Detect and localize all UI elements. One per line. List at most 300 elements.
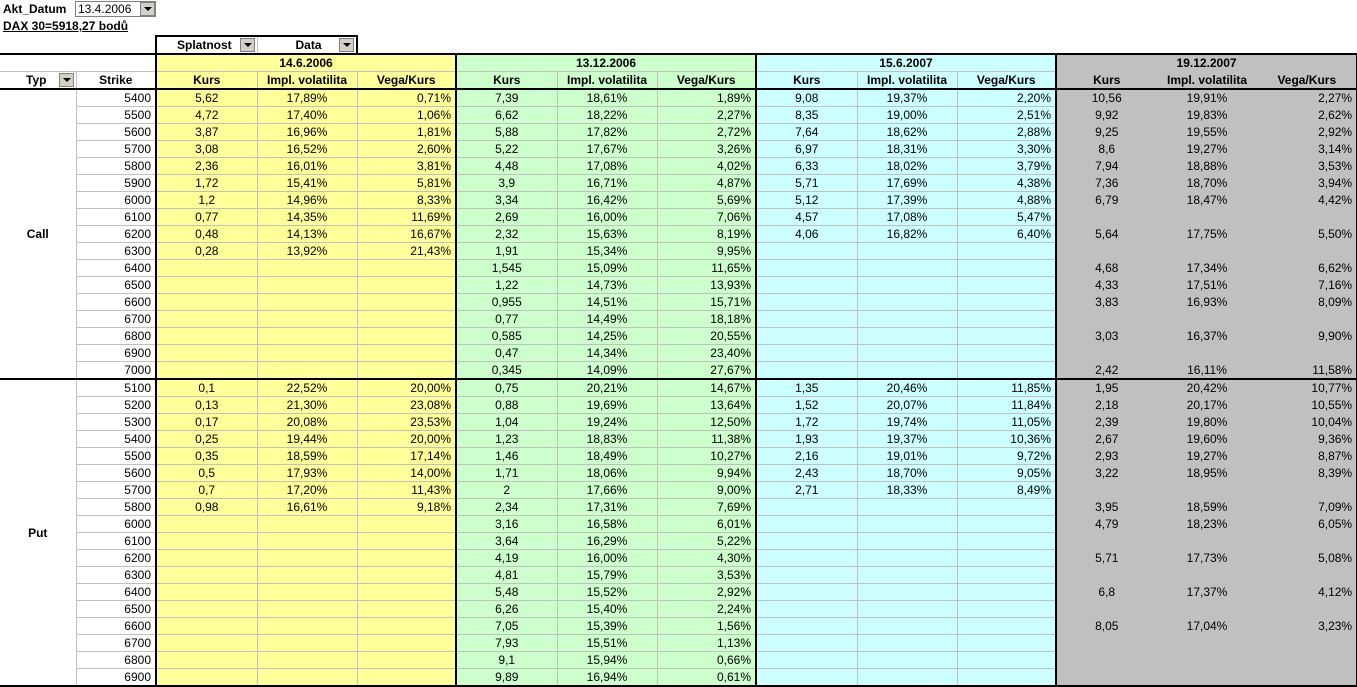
value-cell: 6,05%	[1257, 516, 1357, 533]
value-cell	[156, 601, 257, 618]
table-row	[0, 414, 1357, 431]
strike-cell: 5600	[76, 465, 156, 482]
value-cell: 16,00%	[557, 209, 657, 226]
value-cell: 1,22	[456, 277, 557, 294]
value-cell: 4,06	[756, 226, 857, 243]
value-cell: 9,1	[456, 652, 557, 669]
value-cell: 0,77	[156, 209, 257, 226]
strike-cell: 6700	[76, 635, 156, 652]
chevron-down-icon[interactable]	[240, 38, 255, 52]
value-cell	[156, 277, 257, 294]
value-cell: 13,93%	[657, 277, 756, 294]
value-cell: 17,04%	[1157, 618, 1257, 635]
value-cell: 4,30%	[657, 550, 756, 567]
value-cell: 17,39%	[857, 192, 957, 209]
value-cell	[257, 362, 357, 380]
value-cell: 19,74%	[857, 414, 957, 431]
table-row	[0, 482, 1357, 499]
strike-cell: 6300	[76, 567, 156, 584]
value-cell: 17,08%	[857, 209, 957, 226]
value-cell	[756, 260, 857, 277]
value-cell: 2,32	[456, 226, 557, 243]
strike-cell: 6400	[76, 260, 156, 277]
measure-header: Kurs	[456, 72, 557, 90]
value-cell: 0,13	[156, 397, 257, 414]
value-cell: 11,65%	[657, 260, 756, 277]
value-cell	[156, 635, 257, 652]
value-cell: 20,21%	[557, 379, 657, 397]
table-row	[0, 328, 1357, 345]
value-cell: 0,75	[456, 379, 557, 397]
value-cell: 16,00%	[557, 550, 657, 567]
value-cell: 4,79	[1056, 516, 1157, 533]
value-cell: 2,36	[156, 158, 257, 175]
strike-cell: 6700	[76, 311, 156, 328]
value-cell: 9,00%	[657, 482, 756, 499]
row-field-typ[interactable]	[0, 72, 76, 90]
value-cell: 2,71	[756, 482, 857, 499]
value-cell: 20,42%	[1157, 379, 1257, 397]
value-cell	[156, 533, 257, 550]
measure-header: Impl. volatilita	[557, 72, 657, 90]
value-cell	[357, 567, 456, 584]
value-cell: 3,83	[1056, 294, 1157, 311]
col-field-data[interactable]	[257, 36, 357, 54]
value-cell: 3,26%	[657, 141, 756, 158]
value-cell: 19,60%	[1157, 431, 1257, 448]
value-cell	[756, 533, 857, 550]
value-cell	[1157, 601, 1257, 618]
value-cell: 19,27%	[1157, 448, 1257, 465]
value-cell: 2,27%	[1257, 89, 1357, 107]
value-cell: 9,25	[1056, 124, 1157, 141]
value-cell: 16,94%	[557, 669, 657, 687]
value-cell	[357, 294, 456, 311]
value-cell: 0,61%	[657, 669, 756, 687]
value-cell: 17,67%	[557, 141, 657, 158]
value-cell	[957, 311, 1056, 328]
value-cell: 3,16	[456, 516, 557, 533]
value-cell	[1257, 482, 1357, 499]
value-cell: 19,80%	[1157, 414, 1257, 431]
value-cell: 14,35%	[257, 209, 357, 226]
value-cell: 4,72	[156, 107, 257, 124]
strike-cell: 6900	[76, 669, 156, 687]
value-cell: 6,62	[456, 107, 557, 124]
value-cell: 1,23	[456, 431, 557, 448]
value-cell: 0,585	[456, 328, 557, 345]
value-cell: 16,01%	[257, 158, 357, 175]
value-cell: 27,67%	[657, 362, 756, 380]
value-cell: 0,98	[156, 499, 257, 516]
value-cell: 2	[456, 482, 557, 499]
value-cell: 4,42%	[1257, 192, 1357, 209]
value-cell: 19,00%	[857, 107, 957, 124]
value-cell	[957, 362, 1056, 380]
page-title: DAX 30=5918,27 bodů	[3, 19, 129, 33]
value-cell: 0,25	[156, 431, 257, 448]
value-cell	[756, 669, 857, 687]
col-field-splatnost[interactable]	[156, 36, 257, 54]
value-cell	[156, 362, 257, 380]
measure-header: Impl. volatilita	[1157, 72, 1257, 90]
table-row	[0, 158, 1357, 175]
value-cell	[957, 567, 1056, 584]
value-cell: 3,03	[1056, 328, 1157, 345]
value-cell	[1056, 601, 1157, 618]
value-cell: 2,18	[1056, 397, 1157, 414]
value-cell	[257, 533, 357, 550]
strike-cell: 6200	[76, 550, 156, 567]
value-cell: 5,88	[456, 124, 557, 141]
value-cell	[756, 294, 857, 311]
value-cell	[857, 499, 957, 516]
value-cell: 17,08%	[557, 158, 657, 175]
value-cell	[257, 550, 357, 567]
table-row	[0, 499, 1357, 516]
strike-cell: 6100	[76, 533, 156, 550]
type-cell: Call	[0, 89, 76, 379]
value-cell	[257, 584, 357, 601]
value-cell	[857, 550, 957, 567]
value-cell: 16,42%	[557, 192, 657, 209]
value-cell	[857, 584, 957, 601]
value-cell: 7,36	[1056, 175, 1157, 192]
value-cell	[756, 550, 857, 567]
value-cell: 9,18%	[357, 499, 456, 516]
value-cell: 8,05	[1056, 618, 1157, 635]
value-cell: 2,34	[456, 499, 557, 516]
value-cell: 17,40%	[257, 107, 357, 124]
strike-cell: 6500	[76, 277, 156, 294]
value-cell: 6,40%	[957, 226, 1056, 243]
value-cell	[156, 584, 257, 601]
value-cell	[957, 533, 1056, 550]
value-cell	[756, 601, 857, 618]
value-cell	[156, 328, 257, 345]
strike-cell: 5800	[76, 158, 156, 175]
value-cell: 4,19	[456, 550, 557, 567]
value-cell	[357, 533, 456, 550]
value-cell	[357, 362, 456, 380]
value-cell: 8,35	[756, 107, 857, 124]
value-cell: 0,48	[156, 226, 257, 243]
value-cell: 4,68	[1056, 260, 1157, 277]
value-cell: 16,93%	[1157, 294, 1257, 311]
value-cell: 6,97	[756, 141, 857, 158]
value-cell: 9,90%	[1257, 328, 1357, 345]
value-cell	[756, 618, 857, 635]
chevron-down-icon[interactable]	[59, 73, 74, 87]
value-cell: 14,34%	[557, 345, 657, 362]
value-cell: 23,08%	[357, 397, 456, 414]
value-cell: 12,50%	[657, 414, 756, 431]
value-cell	[857, 533, 957, 550]
value-cell	[1157, 209, 1257, 226]
value-cell: 5,47%	[957, 209, 1056, 226]
value-cell: 15,52%	[557, 584, 657, 601]
value-cell: 7,93	[456, 635, 557, 652]
value-cell	[957, 499, 1056, 516]
value-cell: 1,545	[456, 260, 557, 277]
strike-cell: 6400	[76, 584, 156, 601]
value-cell: 0,955	[456, 294, 557, 311]
value-cell	[257, 669, 357, 687]
strike-cell: 5700	[76, 482, 156, 499]
value-cell: 11,58%	[1257, 362, 1357, 380]
value-cell: 2,16	[756, 448, 857, 465]
table-row	[0, 294, 1357, 311]
value-cell: 2,92%	[657, 584, 756, 601]
value-cell: 19,24%	[557, 414, 657, 431]
value-cell	[756, 311, 857, 328]
value-cell	[857, 652, 957, 669]
value-cell: 3,9	[456, 175, 557, 192]
value-cell: 14,09%	[557, 362, 657, 380]
strike-cell: 6800	[76, 328, 156, 345]
value-cell: 0,71%	[357, 89, 456, 107]
value-cell	[357, 345, 456, 362]
pivot-field-row	[0, 36, 1357, 54]
expiry-header: 15.6.2007	[756, 54, 1056, 72]
value-cell: 2,88%	[957, 124, 1056, 141]
strike-cell: 6300	[76, 243, 156, 260]
value-cell: 1,2	[156, 192, 257, 209]
value-cell	[857, 260, 957, 277]
value-cell	[1257, 601, 1357, 618]
value-cell: 18,88%	[1157, 158, 1257, 175]
table-row	[0, 209, 1357, 226]
value-cell: 3,81%	[357, 158, 456, 175]
value-cell: 18,61%	[557, 89, 657, 107]
value-cell: 16,52%	[257, 141, 357, 158]
value-cell: 4,02%	[657, 158, 756, 175]
value-cell	[957, 516, 1056, 533]
value-cell	[257, 567, 357, 584]
value-cell: 2,62%	[1257, 107, 1357, 124]
table-row	[0, 260, 1357, 277]
value-cell: 9,89	[456, 669, 557, 687]
value-cell	[756, 345, 857, 362]
value-cell	[1157, 243, 1257, 260]
value-cell: 9,36%	[1257, 431, 1357, 448]
strike-cell: 5100	[76, 379, 156, 397]
value-cell: 19,27%	[1157, 141, 1257, 158]
measure-header-row	[0, 72, 1357, 90]
value-cell: 2,27%	[657, 107, 756, 124]
value-cell	[1157, 482, 1257, 499]
value-cell: 2,43	[756, 465, 857, 482]
value-cell: 15,71%	[657, 294, 756, 311]
value-cell: 19,91%	[1157, 89, 1257, 107]
value-cell: 7,39	[456, 89, 557, 107]
measure-header: Vega/Kurs	[1257, 72, 1357, 90]
value-cell: 5,22	[456, 141, 557, 158]
value-cell: 3,22	[1056, 465, 1157, 482]
value-cell: 0,77	[456, 311, 557, 328]
value-cell: 1,72	[156, 175, 257, 192]
value-cell: 2,69	[456, 209, 557, 226]
value-cell	[957, 277, 1056, 294]
value-cell	[957, 669, 1056, 687]
value-cell: 7,06%	[657, 209, 756, 226]
strike-cell: 6000	[76, 516, 156, 533]
value-cell	[756, 243, 857, 260]
value-cell	[357, 584, 456, 601]
value-cell: 6,01%	[657, 516, 756, 533]
value-cell: 4,38%	[957, 175, 1056, 192]
value-cell: 2,92%	[1257, 124, 1357, 141]
value-cell: 3,94%	[1257, 175, 1357, 192]
value-cell: 10,77%	[1257, 379, 1357, 397]
value-cell: 7,05	[456, 618, 557, 635]
measure-header: Kurs	[1056, 72, 1157, 90]
value-cell	[857, 328, 957, 345]
table-row	[0, 550, 1357, 567]
value-cell: 0,7	[156, 482, 257, 499]
value-cell: 9,72%	[957, 448, 1056, 465]
value-cell	[156, 516, 257, 533]
table-row	[0, 345, 1357, 362]
value-cell: 18,70%	[857, 465, 957, 482]
value-cell: 2,20%	[957, 89, 1056, 107]
value-cell: 1,46	[456, 448, 557, 465]
value-cell	[357, 652, 456, 669]
value-cell	[857, 601, 957, 618]
strike-cell: 6600	[76, 618, 156, 635]
value-cell: 11,38%	[657, 431, 756, 448]
value-cell: 3,53%	[1257, 158, 1357, 175]
value-cell: 16,61%	[257, 499, 357, 516]
page-filter-value: 13.4.2006	[78, 2, 132, 16]
value-cell	[156, 567, 257, 584]
value-cell	[857, 567, 957, 584]
value-cell	[1257, 635, 1357, 652]
value-cell: 18,83%	[557, 431, 657, 448]
value-cell: 10,04%	[1257, 414, 1357, 431]
value-cell: 10,27%	[657, 448, 756, 465]
value-cell: 8,33%	[357, 192, 456, 209]
value-cell: 17,37%	[1157, 584, 1257, 601]
value-cell: 2,51%	[957, 107, 1056, 124]
value-cell: 17,20%	[257, 482, 357, 499]
value-cell: 11,84%	[957, 397, 1056, 414]
value-cell: 15,94%	[557, 652, 657, 669]
value-cell: 18,33%	[857, 482, 957, 499]
chevron-down-icon[interactable]	[339, 38, 354, 52]
value-cell: 11,85%	[957, 379, 1056, 397]
value-cell: 18,02%	[857, 158, 957, 175]
value-cell	[357, 260, 456, 277]
value-cell: 6,8	[1056, 584, 1157, 601]
row-field-label: Typ	[26, 73, 47, 87]
value-cell	[1056, 311, 1157, 328]
table-row	[0, 124, 1357, 141]
measure-header: Impl. volatilita	[857, 72, 957, 90]
value-cell: 8,19%	[657, 226, 756, 243]
value-cell: 0,88	[456, 397, 557, 414]
value-cell	[857, 669, 957, 687]
value-cell: 1,52	[756, 397, 857, 414]
value-cell: 17,82%	[557, 124, 657, 141]
value-cell: 0,35	[156, 448, 257, 465]
value-cell	[1157, 311, 1257, 328]
value-cell: 3,79%	[957, 158, 1056, 175]
value-cell: 10,36%	[957, 431, 1056, 448]
value-cell	[357, 669, 456, 687]
table-row	[0, 618, 1357, 635]
chevron-down-icon[interactable]	[140, 2, 155, 16]
value-cell	[257, 601, 357, 618]
value-cell	[857, 635, 957, 652]
row-field-strike: Strike	[76, 72, 156, 90]
measure-header: Vega/Kurs	[657, 72, 756, 90]
value-cell: 18,06%	[557, 465, 657, 482]
value-cell	[756, 362, 857, 380]
strike-cell: 6600	[76, 294, 156, 311]
table-row	[0, 379, 1357, 397]
value-cell: 19,37%	[857, 431, 957, 448]
value-cell: 17,34%	[1157, 260, 1257, 277]
value-cell: 6,33	[756, 158, 857, 175]
value-cell: 14,49%	[557, 311, 657, 328]
value-cell: 4,81	[456, 567, 557, 584]
value-cell: 10,55%	[1257, 397, 1357, 414]
value-cell	[156, 618, 257, 635]
value-cell	[357, 635, 456, 652]
value-cell: 4,88%	[957, 192, 1056, 209]
table-row	[0, 192, 1357, 209]
col-field-label: Data	[295, 38, 322, 52]
table-row	[0, 141, 1357, 158]
value-cell: 18,18%	[657, 311, 756, 328]
value-cell: 21,30%	[257, 397, 357, 414]
strike-cell: 6100	[76, 209, 156, 226]
value-cell: 18,22%	[557, 107, 657, 124]
value-cell: 5,71	[756, 175, 857, 192]
value-cell	[257, 294, 357, 311]
value-cell: 2,72%	[657, 124, 756, 141]
value-cell: 8,49%	[957, 482, 1056, 499]
value-cell	[156, 652, 257, 669]
expiry-header: 19.12.2007	[1056, 54, 1357, 72]
value-cell	[857, 243, 957, 260]
value-cell: 14,67%	[657, 379, 756, 397]
value-cell: 16,82%	[857, 226, 957, 243]
measure-header: Vega/Kurs	[957, 72, 1056, 90]
value-cell: 20,46%	[857, 379, 957, 397]
value-cell: 1,91	[456, 243, 557, 260]
value-cell: 9,08	[756, 89, 857, 107]
value-cell	[357, 618, 456, 635]
strike-cell: 6500	[76, 601, 156, 618]
value-cell: 1,72	[756, 414, 857, 431]
value-cell: 16,96%	[257, 124, 357, 141]
value-cell	[756, 652, 857, 669]
value-cell	[857, 345, 957, 362]
table-row	[0, 397, 1357, 414]
value-cell: 16,37%	[1157, 328, 1257, 345]
value-cell: 4,57	[756, 209, 857, 226]
page-filter-dropdown[interactable]	[75, 1, 156, 17]
value-cell: 19,37%	[857, 89, 957, 107]
value-cell: 16,71%	[557, 175, 657, 192]
value-cell	[1157, 635, 1257, 652]
strike-cell: 5200	[76, 397, 156, 414]
value-cell: 15,63%	[557, 226, 657, 243]
value-cell: 3,95	[1056, 499, 1157, 516]
table-row	[0, 175, 1357, 192]
